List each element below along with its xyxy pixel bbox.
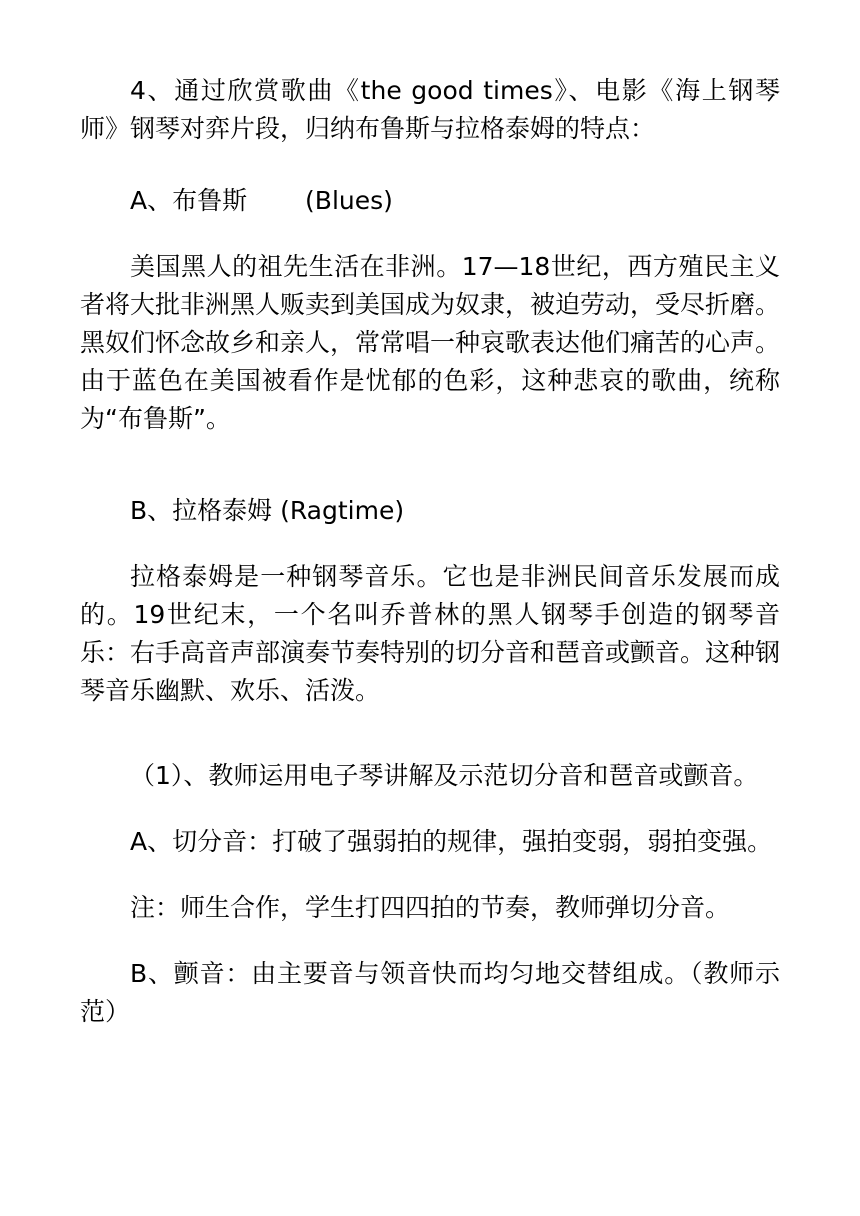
paragraph-ragtime-description: 拉格泰姆是一种钢琴音乐。它也是非洲民间音乐发展而成的。19世纪末，一个名叫乔普林的黑人钢琴手创造的钢琴音乐：右手高音声部演奏节奏特别的切分音和琶音或颤音。这种钢琴音乐幽默、欢乐、活泼。	[80, 562, 781, 705]
heading-ragtime: B、拉格泰姆 (Ragtime)	[130, 496, 405, 525]
paragraph-blues-description: 美国黑人的祖先生活在非洲。17—18世纪，西方殖民主义者将大批非洲黑人贩卖到美国成为奴隶，被迫劳动，受尽折磨。黑奴们怀念故乡和亲人，常常唱一种哀歌表达他们痛苦的心声。由于蓝色在美国被看作是忧郁的色彩，这种悲哀的歌曲，统称为“布鲁斯”。	[80, 252, 781, 433]
heading-blues: A、布鲁斯 (Blues)	[130, 186, 393, 215]
paragraph-teacher-demo: （1）、教师运用电子琴讲解及示范切分音和琶音或颤音。	[130, 761, 759, 790]
paragraph-note: 注：师生合作，学生打四四拍的节奏，教师弹切分音。	[130, 893, 731, 922]
paragraph-trill: B、颤音：由主要音与领音快而均匀地交替组成。（教师示范）	[80, 959, 780, 1026]
paragraph-syncopation: A、切分音：打破了强弱拍的规律，强拍变弱，弱拍变强。	[130, 827, 773, 856]
paragraph-item-4-intro: 4、通过欣赏歌曲《the good times》、电影《海上钢琴师》钢琴对弈片段，归纳布鲁斯与拉格泰姆的特点：	[80, 76, 780, 143]
